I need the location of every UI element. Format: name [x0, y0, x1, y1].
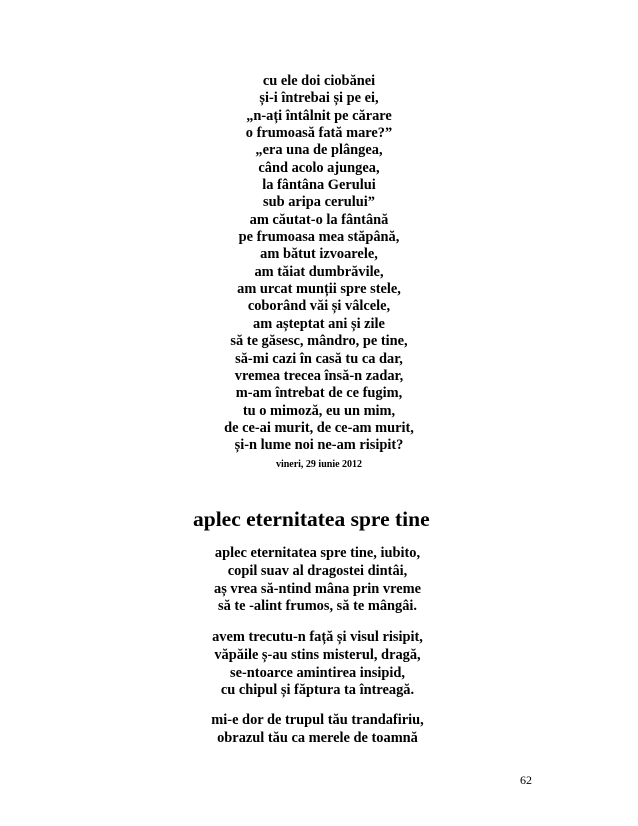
poem-line: și-i întrebai și pe ei, [259, 90, 379, 107]
poem-continuation-stanza [0, 73, 638, 455]
poem-line: văpăile ș-au stins misterul, dragă, [214, 646, 421, 663]
poem-line: mi-e dor de trupul tău trandafiriu, [211, 712, 424, 728]
poem-line: coborând văi și vâlcele, [247, 298, 391, 315]
poem-line: când acolo ajungea, [258, 159, 380, 176]
poem-stanza-3 [195, 712, 440, 748]
poem-line: vremea trecea însă-n zadar, [234, 367, 404, 384]
poem-line: pe frumoasa mea stăpână, [238, 229, 400, 246]
poem-title: aplec eternitatea spre tine [193, 507, 430, 531]
poem-line: tu o mimoză, eu un mim, [242, 402, 396, 419]
page-number: 62 [520, 773, 532, 787]
poem-line: să-mi cazi în casă tu ca dar, [235, 350, 403, 367]
poem-line: sub aripa cerului” [263, 194, 375, 211]
poem-line: obrazul tău ca merele de toamnă [217, 729, 418, 746]
poem-line: „era una de plângea, [255, 142, 383, 159]
poem-line: cu chipul și făptura ta întreagă. [220, 682, 415, 699]
poem-line: și-n lume noi ne-am risipit? [234, 437, 404, 454]
poem-line: să te găsesc, mândro, pe tine, [230, 333, 408, 350]
poem-line: aș vrea să-ntind mâna prin vreme [214, 580, 421, 597]
poem-line: am tăiat dumbrăvile, [254, 263, 384, 280]
poem-stanza-1 [195, 545, 440, 616]
poem-line: de ce-ai murit, de ce-am murit, [224, 419, 414, 436]
poem-line: am căutat-o la fântână [249, 211, 389, 228]
poem-line: cu ele doi ciobănei [262, 73, 376, 89]
poem-line: copil suav al dragostei dintâi, [227, 562, 408, 579]
poem-line: aplec eternitatea spre tine, iubito, [214, 545, 421, 561]
poem-line: am bătut izvoarele, [260, 246, 378, 263]
poem-line: o frumoasă fată mare?” [245, 125, 393, 142]
poem-stanza-2 [195, 629, 440, 700]
poem-line: am așteptat ani și zile [253, 315, 385, 332]
poem-line: „n-ați întâlnit pe cărare [246, 107, 392, 124]
poem-line: m-am întrebat de ce fugim, [235, 385, 403, 402]
poem-date: vineri, 29 iunie 2012 [275, 459, 363, 470]
poem-line: avem trecutu-n față și visul risipit, [212, 629, 423, 645]
poem-line: la fântâna Gerului [262, 177, 376, 194]
poem-line: am urcat munții spre stele, [237, 281, 401, 298]
poem-line: se-ntoarce amintirea insipid, [230, 664, 405, 681]
poem-line: să te -alint frumos, să te mângâi. [217, 598, 418, 615]
